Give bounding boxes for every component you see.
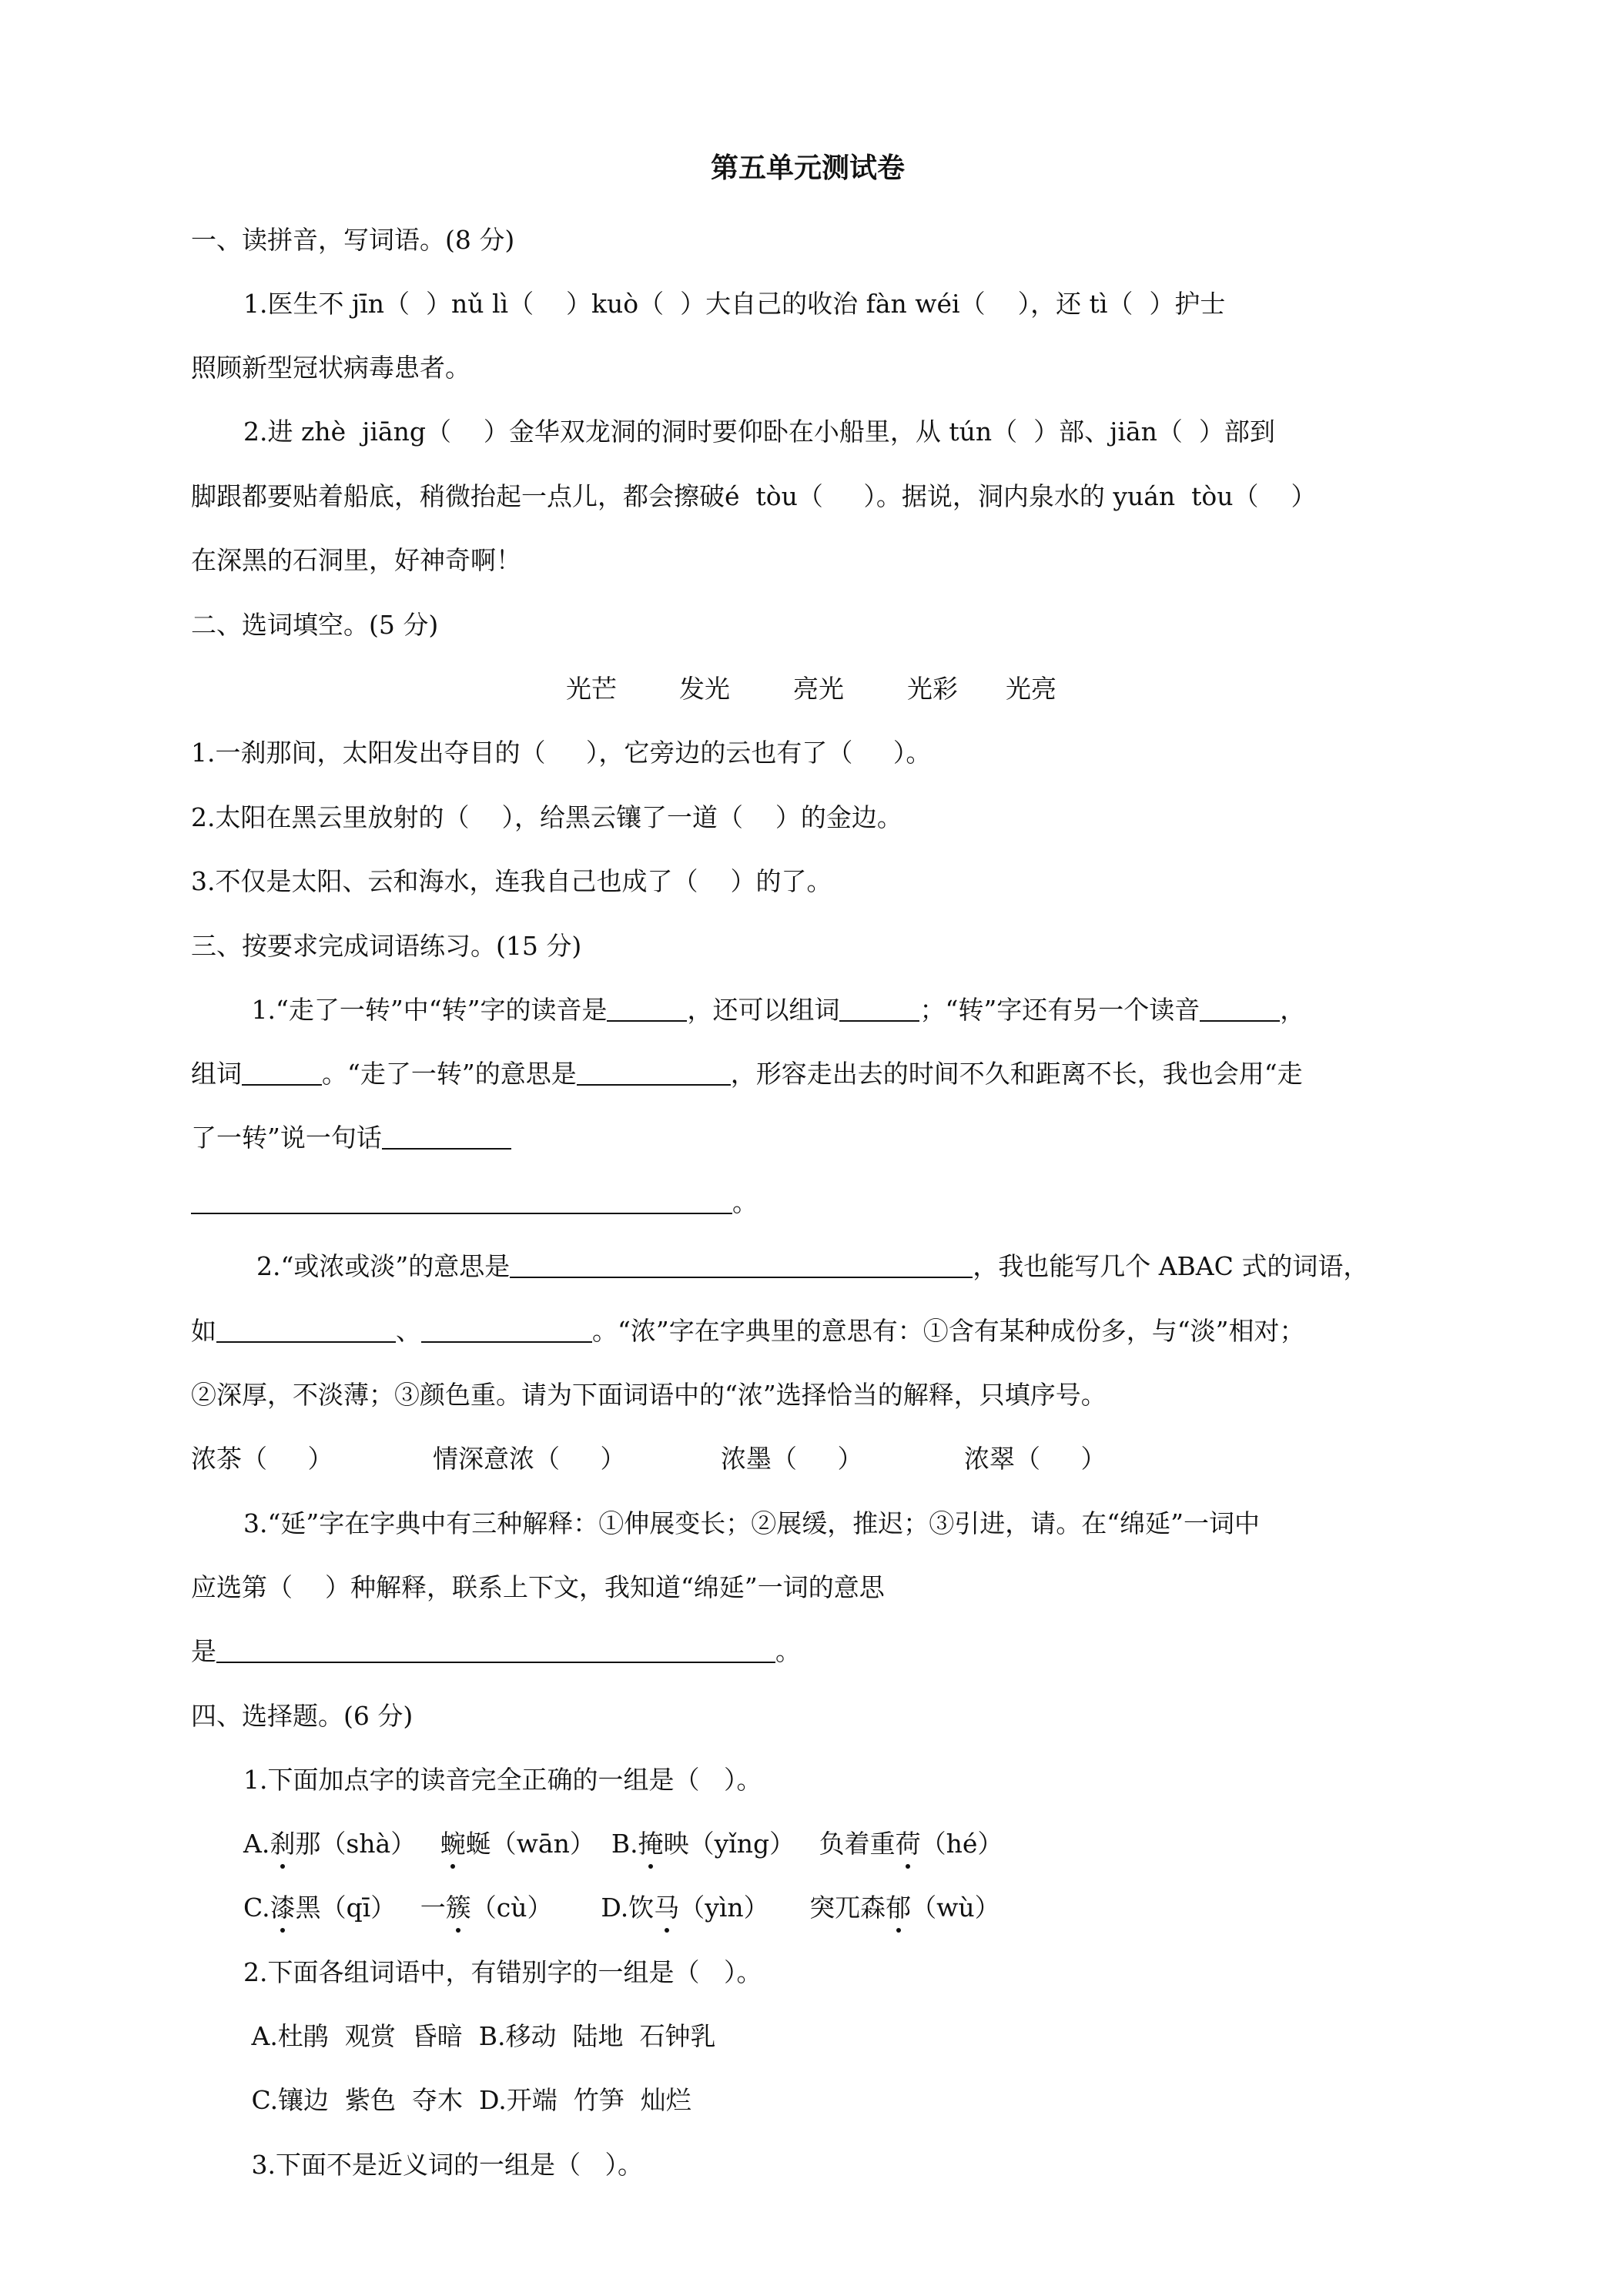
text-segment: 。 (732, 1187, 758, 1217)
section-1-heading: 一、读拼音，写词语。(8 分) (191, 225, 515, 255)
answer-blank[interactable] (1200, 997, 1280, 1022)
dotted-character: 漆 (270, 1893, 296, 1923)
dotted-character: 荷 (895, 1829, 921, 1859)
text-segment: ，形容走出去的时间不久和距离不长，我也会用“走 (730, 1059, 1303, 1089)
nong-word-item: 情深意浓（ ） (433, 1444, 626, 1474)
section-4-heading: 四、选择题。(6 分) (191, 1701, 414, 1731)
answer-blank[interactable] (382, 1125, 511, 1150)
answer-blank[interactable] (577, 1061, 731, 1086)
s3-q1-line-a (243, 995, 1305, 1026)
text-segment: 黑（qī） 一 (295, 1893, 446, 1923)
section-3-heading: 三、按要求完成词语练习。(15 分) (191, 931, 582, 961)
s2-q2: 2.太阳在黑云里放射的（ ），给黑云镶了一道（ ）的金边。 (191, 802, 902, 832)
s3-q2-line-c: ②深厚，不淡薄；③颜色重。请为下面词语中的“浓”选择恰当的解释，只填序号。 (191, 1380, 1107, 1410)
text-segment: 。 (775, 1636, 801, 1666)
text-segment: （wù） (911, 1893, 1000, 1923)
s4-q3: 3.下面不是近义词的一组是（ ）。 (243, 2150, 643, 2180)
text-segment: 映（yǐng） 负着重 (663, 1829, 896, 1859)
s1-q1-line-a: 1.医生不 jīn（ ）nǔ lì（ ）kuò（ ）大自己的收治 fàn wéi（ ），还 tì（ ）护士 (243, 289, 1226, 319)
s4-q2-options-row-1: A.杜鹃 观赏 昏暗 B.移动 陆地 石钟乳 (243, 2021, 716, 2051)
s3-q2-line-b (191, 1316, 1304, 1347)
s4-q1-options-row-2 (243, 1893, 1000, 1923)
text-segment: ，我也能写几个 ABAC 式的词语， (973, 1251, 1369, 1281)
s3-q2-line-a (256, 1251, 1368, 1282)
text-segment: 2.“或浓或淡”的意思是 (256, 1251, 511, 1281)
answer-blank[interactable] (421, 1318, 592, 1343)
nong-word-item: 浓翠（ ） (964, 1444, 1107, 1474)
text-segment: （yìn） 突兀森 (679, 1893, 886, 1923)
text-segment: 如 (191, 1316, 216, 1346)
s4-q1: 1.下面加点字的读音完全正确的一组是（ ）。 (243, 1765, 762, 1795)
section-2-heading: 二、选词填空。(5 分) (191, 610, 439, 640)
s2-q3: 3.不仅是太阳、云和海水，连我自己也成了（ ）的了。 (191, 866, 832, 896)
text-segment: （cù） D.饮 (470, 1893, 655, 1923)
s1-q2-line-b: 脚跟都要贴着船底，稍微抬起一点儿，都会擦破é tòu（ ）。据说，洞内泉水的 yuán tòu（ ） (191, 481, 1317, 511)
text-segment: 那（shà） (295, 1829, 440, 1859)
dotted-character: 蜿 (440, 1829, 466, 1859)
text-segment: 组词 (191, 1059, 242, 1089)
answer-blank[interactable] (607, 997, 687, 1022)
s3-q1-line-b (191, 1059, 1303, 1089)
s1-q1-line-b: 照顾新型冠状病毒患者。 (191, 353, 470, 383)
word-option: 光彩 (907, 674, 958, 704)
answer-blank[interactable] (510, 1253, 973, 1278)
answer-blank[interactable] (216, 1318, 396, 1343)
text-segment: ，还可以组词 (687, 995, 840, 1025)
word-option: 光芒 (566, 674, 617, 704)
s3-q1-line-c (191, 1123, 511, 1153)
s1-q2-line-a: 2.进 zhè jiāng（ ）金华双龙洞的洞时要仰卧在小船里，从 tún（ ）部、jiān（ ）部到 (243, 417, 1275, 447)
nong-word-item: 浓墨（ ） (721, 1444, 863, 1474)
text-segment: ；“转”字还有另一个读音 (919, 995, 1200, 1025)
dotted-character: 郁 (886, 1893, 912, 1923)
text-segment: ， (1280, 995, 1306, 1025)
text-segment: 1.“走了一转”中“转”字的读音是 (243, 995, 608, 1025)
dotted-character: 掩 (638, 1829, 664, 1859)
dotted-character: 簇 (445, 1893, 471, 1923)
s3-q1-line-d (191, 1187, 758, 1218)
s3-q3-line-c (191, 1636, 801, 1667)
text-segment: 、 (396, 1316, 421, 1346)
answer-blank[interactable] (191, 1190, 732, 1214)
text-segment: 蜒（wān） B. (465, 1829, 638, 1859)
text-segment: 了一转”说一句话 (191, 1123, 382, 1153)
word-option: 光亮 (1006, 674, 1056, 704)
s2-q1: 1.一刹那间，太阳发出夺目的（ ），它旁边的云也有了（ ）。 (191, 738, 932, 768)
text-segment: （hé） (920, 1829, 1003, 1859)
answer-blank[interactable] (242, 1061, 322, 1086)
word-option: 发光 (679, 674, 730, 704)
s4-q2: 2.下面各组词语中，有错别字的一组是（ ）。 (243, 1957, 762, 1987)
text-segment: 是 (191, 1636, 216, 1666)
s3-q3-line-a: 3.“延”字在字典中有三种解释：①伸展变长；②展缓，推迟；③引进，请。在“绵延”一词中 (243, 1508, 1260, 1538)
dotted-character: 刹 (270, 1829, 296, 1859)
answer-blank[interactable] (839, 997, 919, 1022)
nong-word-item: 浓茶（ ） (191, 1444, 333, 1474)
dotted-character: 马 (654, 1893, 680, 1923)
s4-q2-options-row-2: C.镶边 紫色 夺木 D.开端 竹笋 灿烂 (243, 2085, 691, 2115)
text-segment: C. (243, 1893, 270, 1923)
page-title: 第五单元测试卷 (711, 152, 906, 184)
s3-q3-line-b: 应选第（ ）种解释，联系上下文，我知道“绵延”一词的意思 (191, 1572, 885, 1602)
answer-blank[interactable] (216, 1638, 775, 1663)
text-segment: A. (243, 1829, 270, 1859)
text-segment: 。“浓”字在字典里的意思有：①含有某种成份多，与“淡”相对； (592, 1316, 1305, 1346)
s1-q2-line-c: 在深黑的石洞里，好神奇啊！ (191, 545, 521, 575)
s4-q1-options-row-1 (243, 1829, 1003, 1859)
text-segment: 。“走了一转”的意思是 (322, 1059, 577, 1089)
word-option: 亮光 (793, 674, 844, 704)
